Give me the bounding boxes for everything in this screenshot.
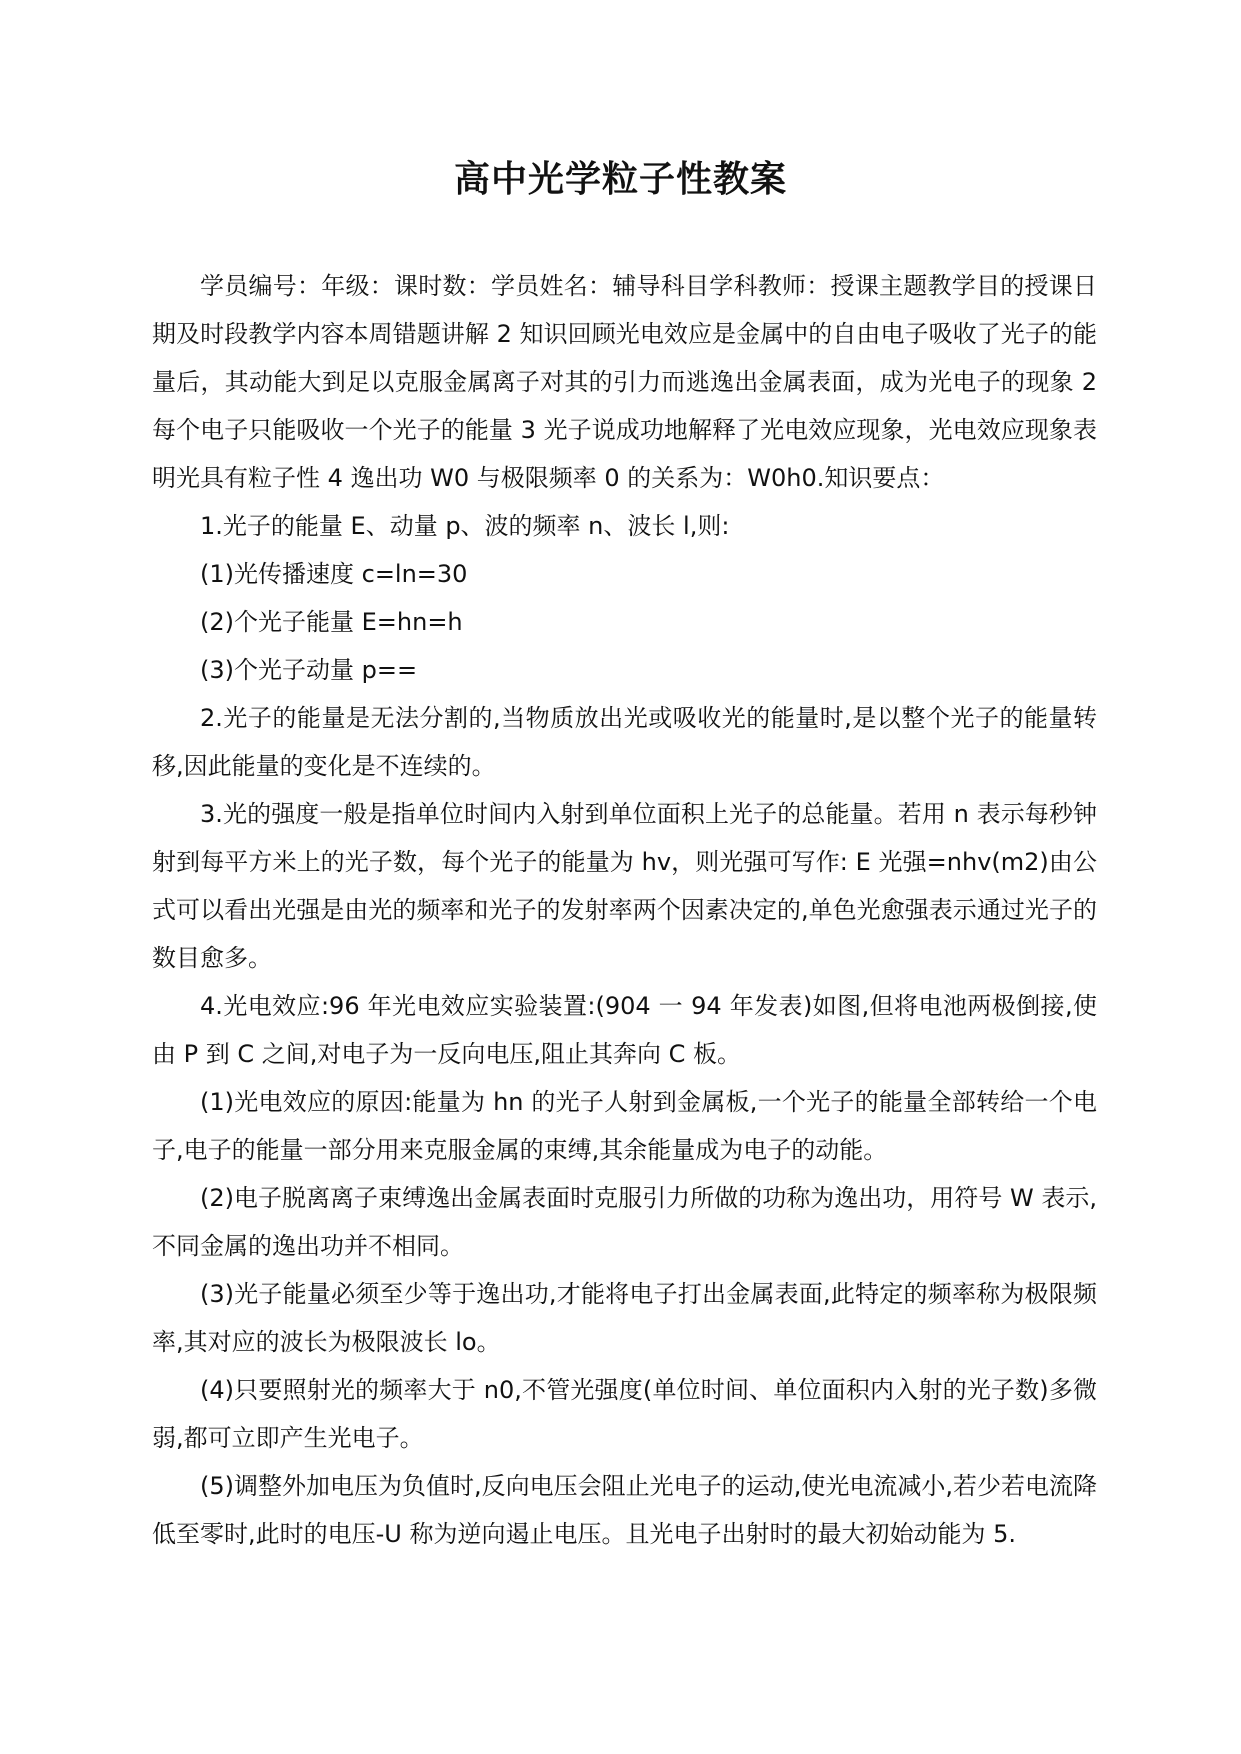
document-title: 高中光学粒子性教案 bbox=[453, 159, 787, 200]
point-2-paragraph: 2.光子的能量是无法分割的,当物质放出光或吸收光的能量时,是以整个光子的能量转移,因此能量的变化是不连续的。 bbox=[152, 704, 1097, 780]
point-3-paragraph: 3.光的强度一般是指单位时间内入射到单位面积上光子的总能量。若用 n 表示每秒钟射到每平方米上的光子数，每个光子的能量为 hv，则光强可写作: E 光强=nhv(m2)由公式可以看出光强是由光的频率和光子的发射率两个因素决定的,单色光愈强表示通过光子的数目愈多。 bbox=[152, 800, 1097, 972]
point-4-sub-4: (4)只要照射光的频率大于 n0,不管光强度(单位时间、单位面积内入射的光子数)多微弱,都可立即产生光电子。 bbox=[152, 1376, 1097, 1452]
point-4-sub-1: (1)光电效应的原因:能量为 hn 的光子人射到金属板,一个光子的能量全部转给一个电子,电子的能量一部分用来克服金属的束缚,其余能量成为电子的动能。 bbox=[152, 1088, 1097, 1164]
point-1-sub-2: (2)个光子能量 E=hn=h bbox=[200, 608, 463, 636]
point-4-sub-5: (5)调整外加电压为负值时,反向电压会阻止光电子的运动,使光电流减小,若少若电流降低至零时,此时的电压-U 称为逆向遏止电压。且光电子出射时的最大初始动能为 5. bbox=[152, 1472, 1097, 1548]
document-body bbox=[152, 262, 1097, 1558]
point-4-paragraph: 4.光电效应:96 年光电效应实验装置:(904 一 94 年发表)如图,但将电池两极倒接,使由 P 到 C 之间,对电子为一反向电压,阻止其奔向 C 板。 bbox=[152, 992, 1097, 1068]
point-4-sub-2: (2)电子脱离离子束缚逸出金属表面时克服引力所做的功称为逸出功，用符号 W 表示,不同金属的逸出功并不相同。 bbox=[152, 1184, 1097, 1260]
point-1-heading: 1.光子的能量 E、动量 p、波的频率 n、波长 l,则: bbox=[200, 512, 730, 540]
point-4-sub-3: (3)光子能量必须至少等于逸出功,才能将电子打出金属表面,此特定的频率称为极限频率,其对应的波长为极限波长 lo。 bbox=[152, 1280, 1097, 1356]
point-1-sub-3: (3)个光子动量 p== bbox=[200, 656, 418, 684]
point-1-sub-1: (1)光传播速度 c=ln=30 bbox=[200, 560, 468, 588]
intro-paragraph: 学员编号：年级：课时数：学员姓名：辅导科目学科教师：授课主题教学目的授课日期及时段教学内容本周错题讲解 2 知识回顾光电效应是金属中的自由电子吸收了光子的能量后，其动能大到足以克服金属离子对其的引力而逃逸出金属表面，成为光电子的现象 2 每个电子只能吸收一个光子的能量 3 光子说成功地解释了光电效应现象，光电效应现象表明光具有粒子性 4 逸出功 W0 与极限频率 0 的关系为：W0h0.知识要点： bbox=[152, 272, 1097, 492]
